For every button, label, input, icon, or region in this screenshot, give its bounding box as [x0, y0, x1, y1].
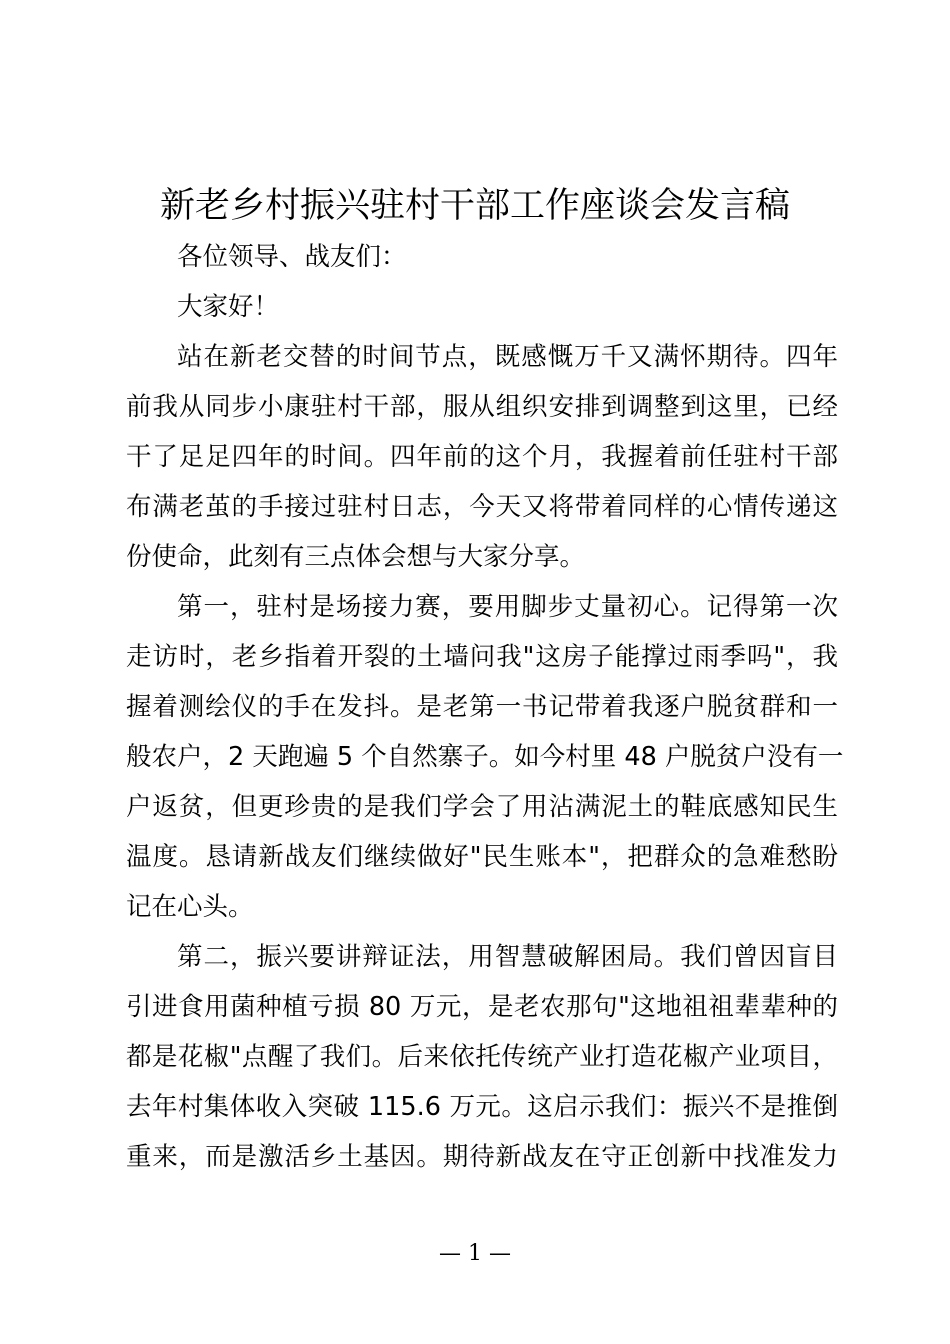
paragraph-line: 第一，驻村是场接力赛，要用脚步丈量初心。记得第一次: [177, 592, 838, 622]
document-body: [126, 232, 844, 1182]
paragraph-line: 干了足足四年的时间。四年前的这个月，我握着前任驻村干部: [126, 442, 838, 472]
salutation: [126, 232, 838, 282]
greeting-line: 大家好！: [177, 292, 280, 322]
paragraph-line: 布满老茧的手接过驻村日志，今天又将带着同样的心情传递这: [126, 492, 838, 522]
paragraph-line: 温度。恳请新战友们继续做好"民生账本"，把群众的急难愁盼: [126, 842, 838, 872]
paragraph-line: 重来，而是激活乡土基因。期待新战友在守正创新中找准发力: [126, 1142, 838, 1172]
paragraph-3: [126, 932, 838, 1182]
paragraph-line: 份使命，此刻有三点体会想与大家分享。: [126, 542, 586, 572]
document-title: 新老乡村振兴驻村干部工作座谈会发言稿: [159, 186, 790, 226]
paragraph-line: 般农户，2 天跑遍 5 个自然寨子。如今村里 48 户脱贫户没有一: [126, 742, 844, 772]
paragraph-1: [126, 332, 838, 582]
paragraph-line: 走访时，老乡指着开裂的土墙问我"这房子能撑过雨季吗"，我: [126, 642, 838, 672]
paragraph-2: [126, 582, 844, 932]
paragraph-line: 第二，振兴要讲辩证法，用智慧破解困局。我们曾因盲目: [177, 942, 838, 972]
paragraph-line: 户返贫，但更珍贵的是我们学会了用沾满泥土的鞋底感知民生: [126, 792, 838, 822]
paragraph-line: 都是花椒"点醒了我们。后来依托传统产业打造花椒产业项目，: [126, 1042, 838, 1072]
page-number: — 1 —: [439, 1241, 511, 1266]
paragraph-line: 去年村集体收入突破 115.6 万元。这启示我们：振兴不是推倒: [126, 1092, 838, 1122]
paragraph-line: 引进食用菌种植亏损 80 万元，是老农那句"这地祖祖辈辈种的: [126, 992, 838, 1022]
greeting: [126, 282, 838, 332]
paragraph-line: 站在新老交替的时间节点，既感慨万千又满怀期待。四年: [177, 342, 838, 372]
salutation-line: 各位领导、战友们：: [177, 242, 407, 272]
paragraph-line: 握着测绘仪的手在发抖。是老第一书记带着我逐户脱贫群和一: [126, 692, 838, 722]
paragraph-line: 前我从同步小康驻村干部，服从组织安排到调整到这里，已经: [126, 392, 838, 422]
paragraph-line: 记在心头。: [126, 892, 254, 922]
